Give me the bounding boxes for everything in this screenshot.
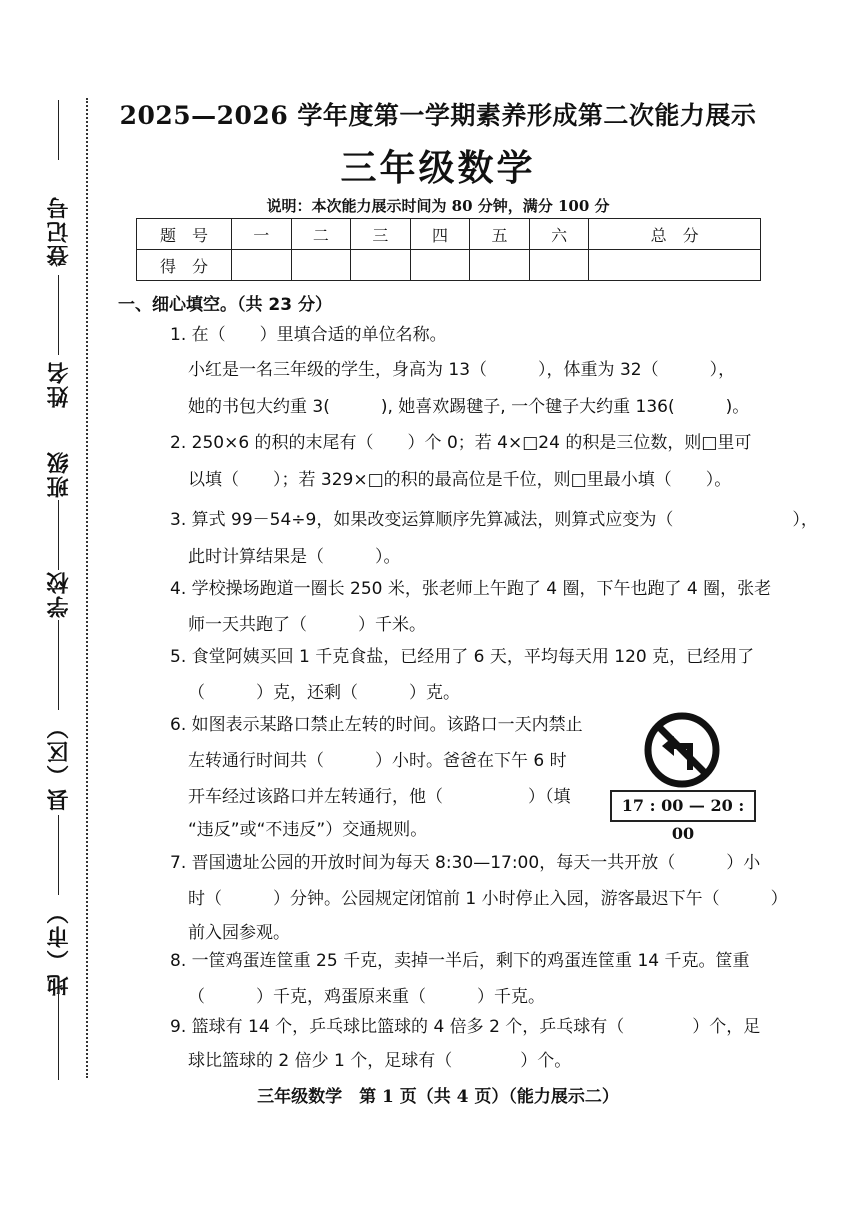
question-1-line-1: 1. 在（ ）里填合适的单位名称。 <box>170 325 447 345</box>
name-label: 姓名 <box>47 360 72 408</box>
score-cell-2: 二 <box>291 219 351 250</box>
question-4-line-1: 4. 学校操场跑道一圈长 250 米，张老师上午跑了 4 圈，下午也跑了 4 圈，张老 <box>170 579 772 599</box>
question-6-line-2: 左转通行时间共（ ）小时。爸爸在下午 6 时 <box>188 751 567 771</box>
score-input-5[interactable] <box>470 250 530 281</box>
question-2-line-1: 2. 250×6 的积的末尾有（ ）个 0；若 4×□24 的积是三位数，则□里可 <box>170 433 752 453</box>
score-cell-5: 五 <box>470 219 530 250</box>
page-footer: 三年级数学 第 1 页（共 4 页）（能力展示二） <box>257 1087 619 1107</box>
score-cell-6: 六 <box>529 219 589 250</box>
question-5-line-2: （ ）克，还剩（ ）克。 <box>188 683 460 703</box>
question-2-line-2: 以填（ ）；若 329×□的积的最高位是千位，则□里最小填（ ）。 <box>188 470 732 490</box>
school-label: 学校 <box>47 570 72 618</box>
exam-page <box>118 0 818 1226</box>
score-row-label: 得 分 <box>137 250 232 281</box>
registration-line <box>58 100 59 160</box>
score-cell-4: 四 <box>410 219 470 250</box>
question-9-line-2: 球比篮球的 2 倍少 1 个，足球有（ ）个。 <box>188 1051 572 1071</box>
exam-main-title: 三年级数学 <box>340 147 536 189</box>
binding-dotted-line <box>86 98 88 1078</box>
prohibited-time-label: 17 : 00 — 20 : 00 <box>610 790 756 822</box>
city-label: 地（市） <box>47 900 72 996</box>
score-table-score-row <box>137 250 761 281</box>
county-line <box>58 815 59 895</box>
score-cell-label: 题 号 <box>137 219 232 250</box>
question-8-line-2: （ ）千克，鸡蛋原来重（ ）千克。 <box>188 987 545 1007</box>
question-7-line-2: 时（ ）分钟。公园规定闭馆前 1 小时停止入园，游客最迟下午（ ） <box>188 889 788 909</box>
question-3-line-2: 此时计算结果是（ ）。 <box>188 547 401 567</box>
question-8-line-1: 8. 一筐鸡蛋连筐重 25 千克，卖掉一半后，剩下的鸡蛋连筐重 14 千克。筐重 <box>170 951 750 971</box>
score-cell-1: 一 <box>232 219 292 250</box>
section-heading: 一、细心填空。（共 23 分） <box>118 295 332 315</box>
question-9-line-1: 9. 篮球有 14 个，乒乓球比篮球的 4 倍多 2 个，乒乓球有（ ）个，足 <box>170 1017 761 1037</box>
score-input-total[interactable] <box>589 250 761 281</box>
school-line <box>58 620 59 710</box>
no-left-turn-icon <box>644 712 720 788</box>
class-line <box>58 500 59 570</box>
score-cell-total: 总 分 <box>589 219 761 250</box>
class-label: 班级 <box>47 450 72 498</box>
no-left-turn-sign <box>610 712 758 843</box>
name-line <box>58 275 59 355</box>
city-line <box>58 990 59 1080</box>
score-table-header-row <box>137 219 761 250</box>
binding-strip <box>0 0 92 1226</box>
question-6-line-4: “违反”或“不违反”）交通规则。 <box>188 820 428 840</box>
score-input-1[interactable] <box>232 250 292 281</box>
question-6-line-1: 6. 如图表示某路口禁止左转的时间。该路口一天内禁止 <box>170 715 583 735</box>
question-1-line-3: 她的书包大约重 3( ), 她喜欢踢毽子, 一个毽子大约重 136( )。 <box>188 397 750 417</box>
question-5-line-1: 5. 食堂阿姨买回 1 千克食盐，已经用了 6 天，平均每天用 120 克，已经用了 <box>170 647 755 667</box>
question-3-line-1: 3. 算式 99－54÷9，如果改变运算顺序先算减法，则算式应变为（ ）， <box>170 510 818 530</box>
question-4-line-2: 师一天共跑了（ ）千米。 <box>188 615 426 635</box>
question-7-line-1: 7. 晋国遗址公园的开放时间为每天 8:30—17:00，每天一共开放（ ）小 <box>170 853 761 873</box>
score-cell-3: 三 <box>351 219 411 250</box>
county-label: 县（区） <box>47 715 72 811</box>
score-table <box>136 218 761 281</box>
score-input-2[interactable] <box>291 250 351 281</box>
exam-header-title: 2025—2026 学年度第一学期素养形成第二次能力展示 <box>119 101 757 130</box>
question-1-line-2: 小红是一名三年级的学生，身高为 13（ ），体重为 32（ ）， <box>188 360 736 380</box>
question-7-line-3: 前入园参观。 <box>188 923 290 943</box>
score-input-6[interactable] <box>529 250 589 281</box>
score-input-4[interactable] <box>410 250 470 281</box>
registration-label: 登记号 <box>47 195 72 267</box>
score-input-3[interactable] <box>351 250 411 281</box>
question-6-line-3: 开车经过该路口并左转通行，他（ ）（填 <box>188 787 571 807</box>
exam-instructions: 说明：本次能力展示时间为 80 分钟，满分 100 分 <box>266 197 610 215</box>
